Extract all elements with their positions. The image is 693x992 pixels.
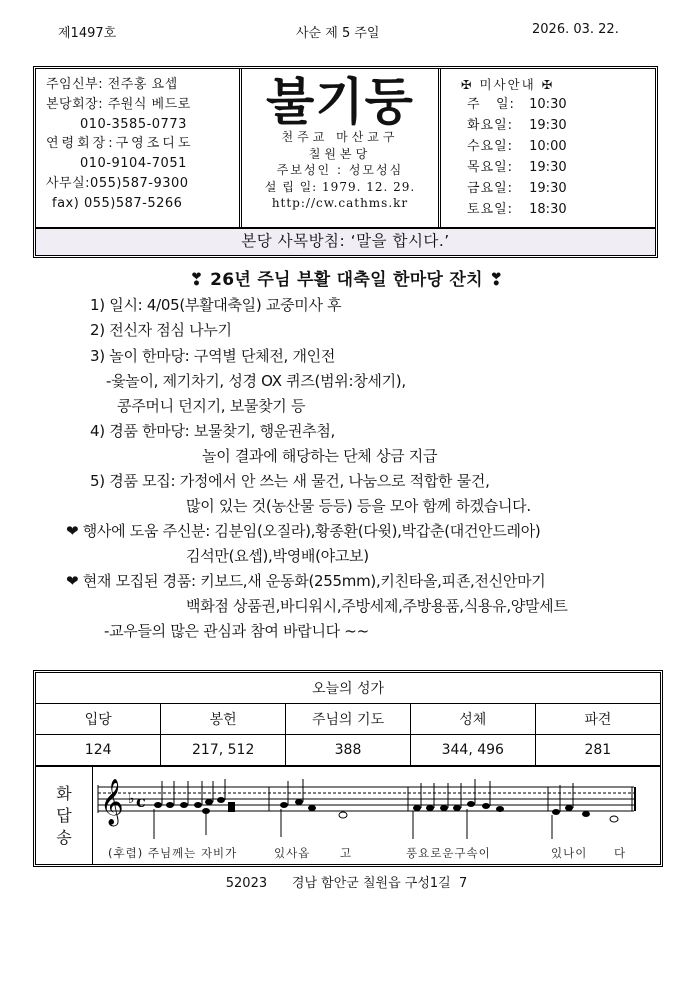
- patron-saint: 주보성인 : 성모성심: [276, 163, 404, 177]
- fax-number: fax) 055)587-5266: [52, 195, 183, 211]
- svg-text:c: c: [136, 792, 146, 811]
- hymn-header-lords-prayer: 주님의 기도: [286, 704, 411, 735]
- mass-time: 19:30: [529, 160, 567, 175]
- hymn-number-communion: 344, 496: [410, 735, 535, 766]
- mass-row-thursday: [461, 157, 655, 178]
- pastor-line: 주임신부: 전주홍 요셉: [46, 77, 178, 92]
- responsorial-psalm-label: [36, 767, 93, 864]
- council-president-line: 본당회장: 주원식 베드로: [46, 96, 191, 112]
- hymn-number-recessional: 281: [535, 735, 660, 766]
- event-line: 백화점 상품권,바디워시,주방세제,주방용품,식용유,양말세트: [186, 597, 568, 615]
- event-line: -윷놀이, 제기차기, 성경 OX 퀴즈(범위:창세기),: [106, 372, 406, 390]
- liturgical-week: 사순 제 5 주일: [296, 26, 380, 41]
- event-helpers-line: ❤ 행사에 도움 주신분: 김분임(오질라),황종환(다윗),박갑춘(대건안드레아): [66, 522, 541, 540]
- funeral-society-phone: 010-9104-7051: [80, 156, 187, 172]
- event-line: 1) 일시: 4/05(부활대축일) 교중미사 후: [90, 296, 342, 314]
- music-score: [94, 769, 656, 862]
- event-line: 콩주머니 던지기, 보물찾기 등: [117, 397, 306, 415]
- header-box: [33, 66, 658, 258]
- mass-day: 화요일:: [467, 118, 514, 133]
- lyric-segment: 다: [614, 846, 627, 860]
- parish-website-link[interactable]: http://cw.cathms.kr: [271, 196, 409, 210]
- parish-name: 칠원본당: [308, 146, 372, 161]
- mass-day: 금요일:: [467, 181, 514, 196]
- mass-day: 수요일:: [467, 139, 514, 154]
- event-line: 4) 경품 한마당: 보물찾기, 행운권추첨,: [90, 422, 336, 440]
- event-line: 놀이 결과에 해당하는 단체 상금 지급: [202, 447, 438, 465]
- lyric-segment: 있나이: [551, 846, 588, 860]
- issue-date: 2026. 03. 22.: [532, 22, 619, 37]
- title-panel: [242, 69, 441, 229]
- lyric-segment: 있사옵: [274, 846, 311, 860]
- lyric-segment: 고: [340, 846, 353, 860]
- svg-text:𝄞: 𝄞: [100, 779, 124, 825]
- mass-row-friday: [461, 178, 655, 199]
- hymn-header-recessional: 파견: [535, 704, 660, 735]
- label-char: 답: [56, 805, 72, 825]
- parish-address: 52023 경남 함안군 칠원읍 구성1길 7: [225, 876, 468, 891]
- responsorial-psalm-row: [36, 766, 660, 864]
- funeral-society-line: 연령회장:구영조디도: [46, 136, 194, 152]
- event-line: 5) 경품 모집: 가정에서 안 쓰는 새 물건, 나눔으로 적합한 물건,: [90, 472, 490, 490]
- mass-row-tuesday: [461, 115, 655, 136]
- mass-time: 19:30: [529, 118, 567, 133]
- mass-row-wednesday: [461, 136, 655, 157]
- lyric-segment: (후렴) 주님께는 자비가: [108, 846, 238, 860]
- founded-date: 설 립 일: 1979. 12. 29.: [264, 179, 416, 194]
- mass-time: 18:30: [529, 202, 567, 217]
- mass-day: 목요일:: [467, 160, 514, 175]
- lyric-segment: 풍요로운구속이: [406, 846, 491, 860]
- mass-schedule-title: ✠ 미사안내 ✠: [461, 77, 555, 92]
- mass-day: 주 일:: [467, 97, 515, 112]
- event-title: ❣ 26년 주님 부활 대축일 한마당 잔치 ❣: [189, 270, 504, 290]
- hymn-table: [33, 670, 663, 867]
- mass-day: 토요일:: [467, 202, 514, 217]
- contacts-panel: [36, 69, 242, 229]
- pastoral-motto: 본당 사목방침: ‘말을 합시다.’: [36, 227, 655, 255]
- mass-schedule-panel: [441, 69, 655, 229]
- label-char: 송: [56, 827, 72, 847]
- bulletin-title: 불기둥: [266, 73, 414, 131]
- label-char: 화: [56, 783, 72, 803]
- hymn-number-entrance: 124: [36, 735, 161, 766]
- mass-row-saturday: [461, 199, 655, 220]
- issue-number: 제1497호: [58, 26, 117, 41]
- hymn-number-offertory: 217, 512: [161, 735, 286, 766]
- council-president-phone: 010-3585-0773: [80, 116, 187, 132]
- event-line: 김석만(요셉),박영배(야고보): [186, 547, 369, 565]
- event-line: 2) 전신자 점심 나누기: [90, 321, 232, 339]
- hymn-header-communion: 성체: [410, 704, 535, 735]
- event-closing-line: -교우들의 많은 관심과 참여 바랍니다 ~~: [104, 622, 369, 640]
- hymn-header-offertory: 봉헌: [161, 704, 286, 735]
- event-line: 3) 놀이 한마당: 구역별 단체전, 개인전: [90, 347, 336, 365]
- mass-time: 19:30: [529, 181, 567, 196]
- event-line: 많이 있는 것(농산물 등등) 등을 모아 함께 하겠습니다.: [186, 497, 531, 515]
- hymn-number-lords-prayer: 388: [286, 735, 411, 766]
- mass-time: 10:00: [529, 139, 567, 154]
- mass-time: 10:30: [529, 97, 567, 112]
- event-prizes-line: ❤ 현재 모집된 경품: 키보드,새 운동화(255mm),키친타올,피죤,전신안마기: [66, 572, 546, 590]
- svg-text:♭: ♭: [128, 791, 135, 807]
- hymn-caption: 오늘의 성가: [36, 673, 660, 704]
- office-phone: 사무실:055)587-9300: [46, 175, 189, 191]
- diocese-name: 천주교 마산교구: [281, 130, 399, 144]
- mass-row-sunday: [461, 94, 655, 115]
- hymn-header-entrance: 입당: [36, 704, 161, 735]
